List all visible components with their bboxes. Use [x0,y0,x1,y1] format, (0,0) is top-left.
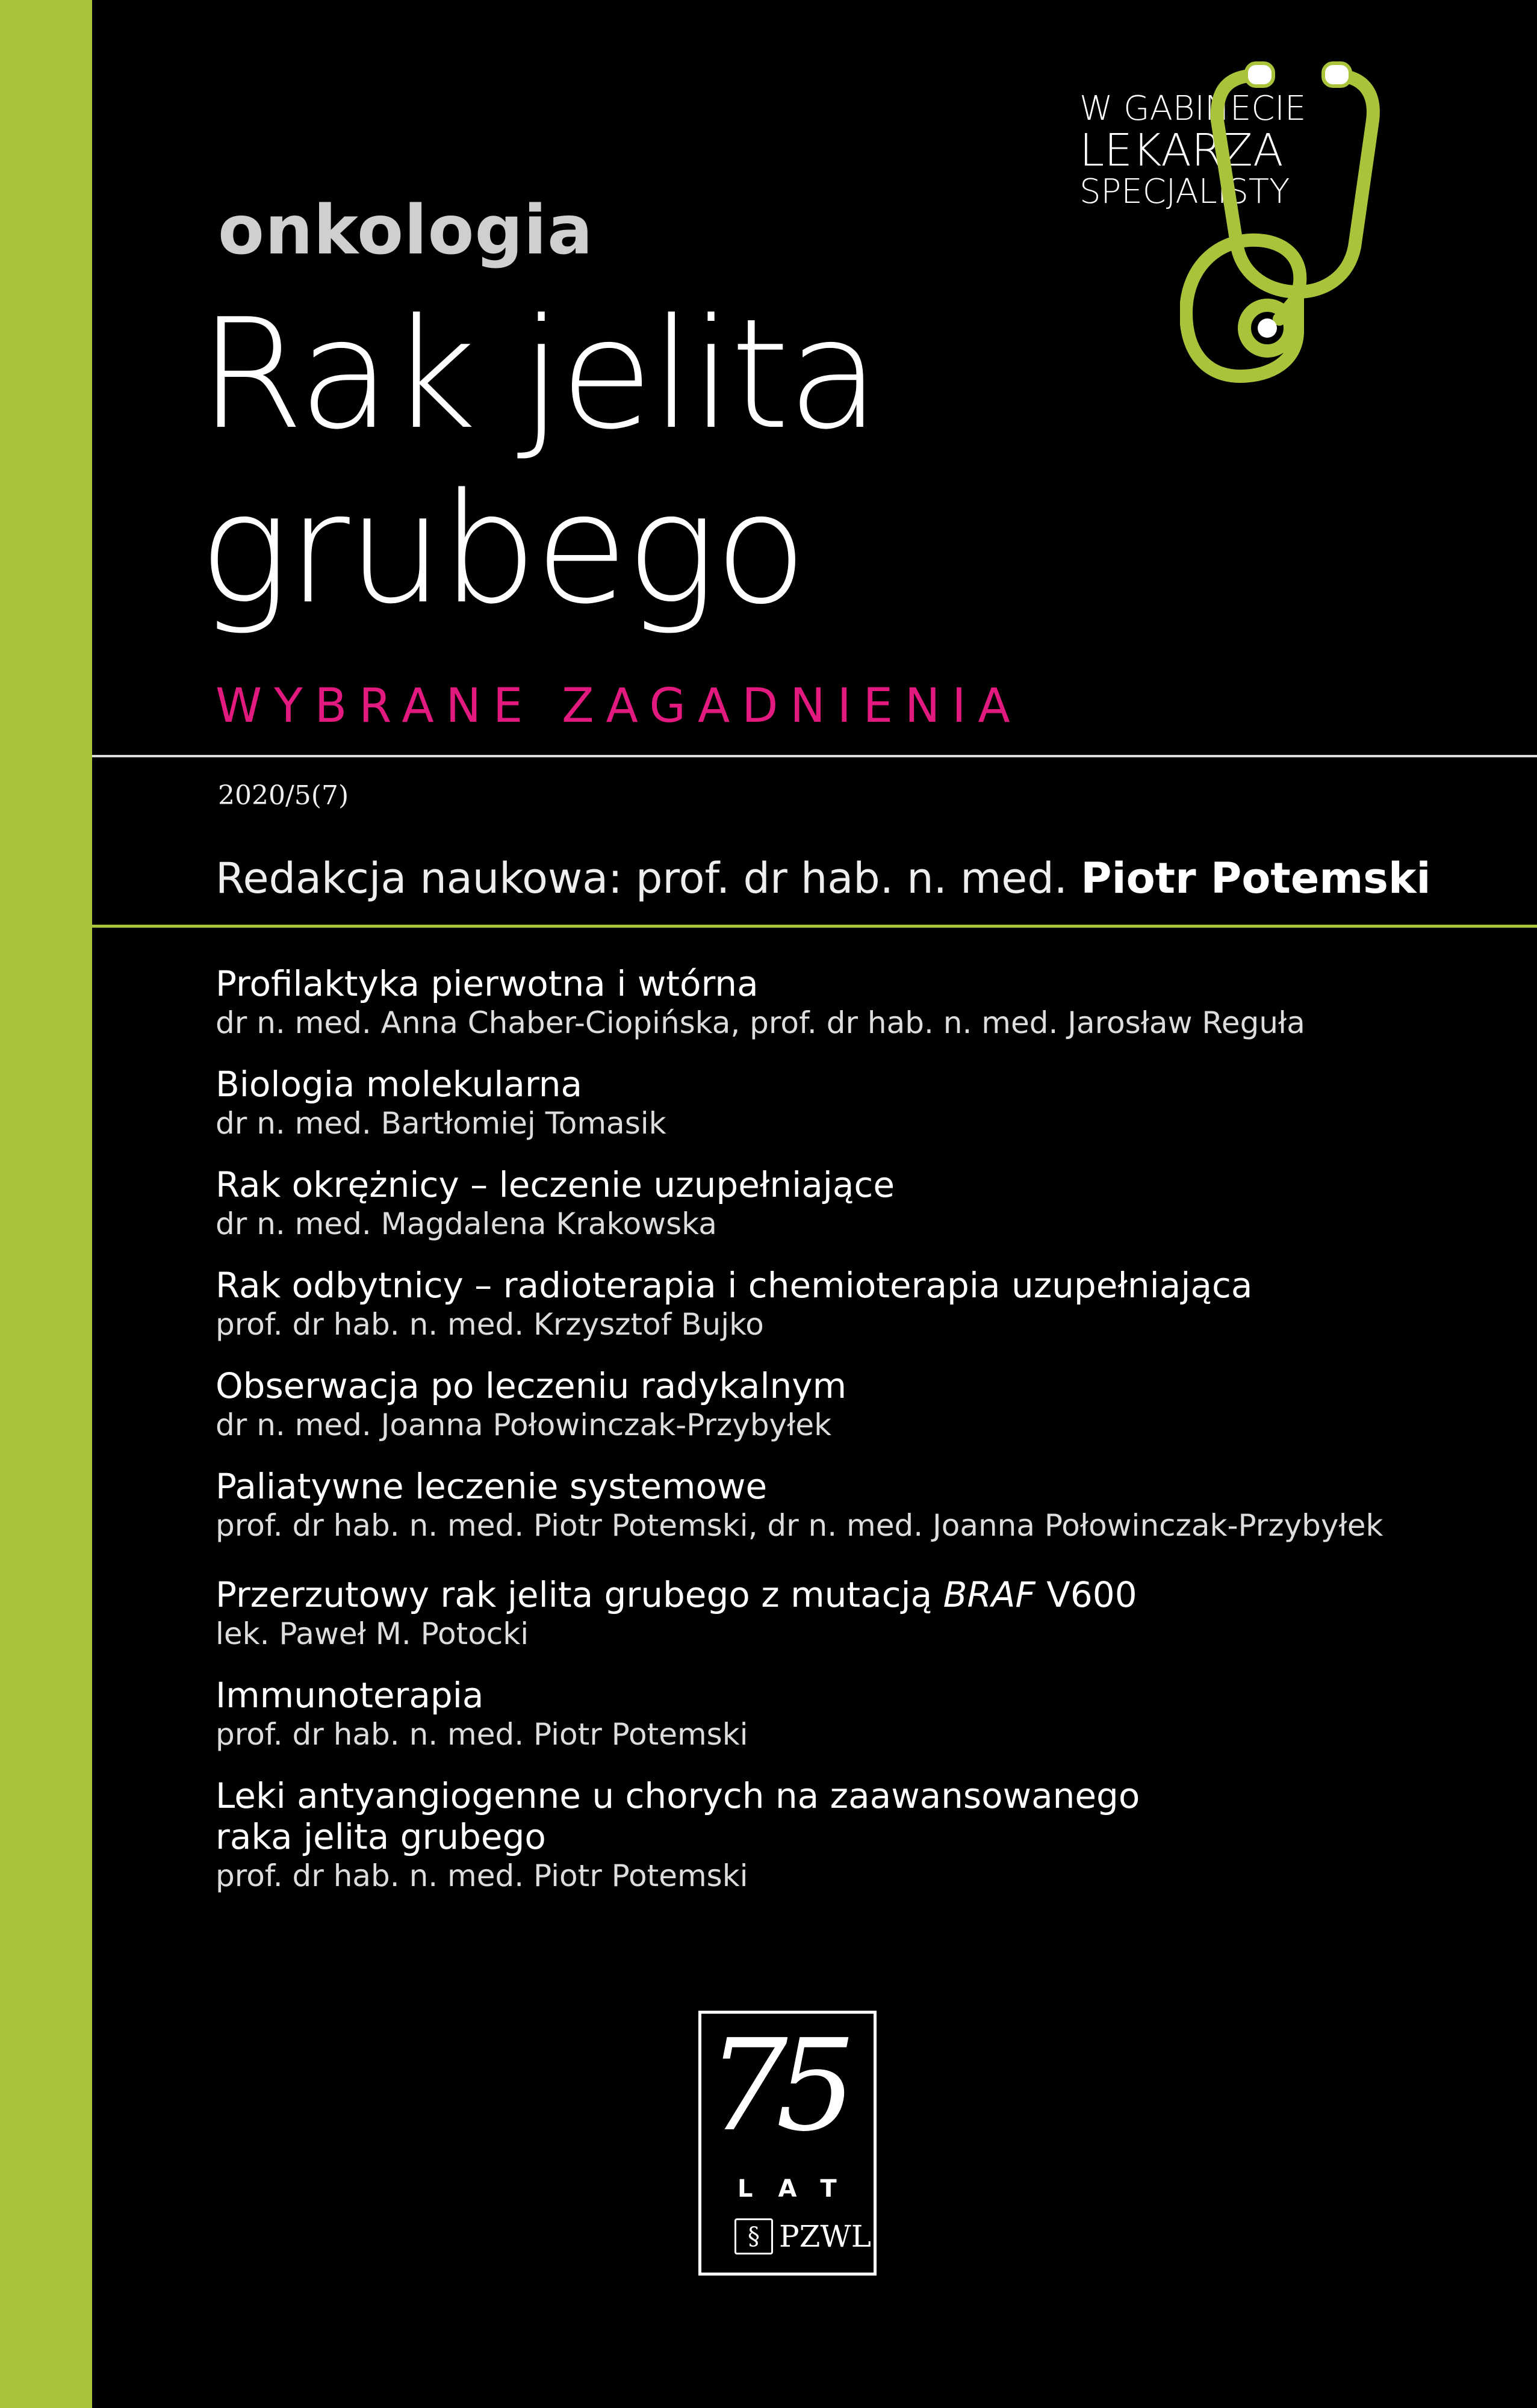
stethoscope-icon [1180,48,1475,385]
toc-title: Biologia molekularna [216,1064,583,1105]
toc-entry [216,1265,1480,1343]
gene-name: BRAF [943,1574,1036,1615]
toc-title: Immunoterapia [216,1675,484,1716]
anniversary-number: 75 [707,2012,845,2159]
toc-authors: dr n. med. Anna Chaber-Ciopińska, prof. dr hab. n. med. Jarosław Reguła [216,1005,1305,1040]
pzwl-snake-icon: § [734,2218,773,2254]
editor-name: Piotr Potemski [1081,854,1431,903]
subject-label: onkologia [218,191,594,270]
title-line-1: Rak jelita [199,287,878,463]
publisher-name: PZWL [779,2219,871,2254]
series-line-3: SPECJALISTY [1079,172,1290,211]
toc-title-part: V600 [1035,1574,1137,1615]
toc-entry [216,1466,1480,1544]
series-line-1: W GABINECIE [1079,89,1306,128]
toc-entry [216,1675,1480,1753]
series-line-2: LEKARZA [1079,125,1284,176]
toc-title: Rak okrężnicy – leczenie uzupełniające [216,1164,895,1205]
toc-authors: dr n. med. Magdalena Krakowska [216,1206,717,1241]
toc-title: Rak odbytnicy – radioterapia i chemioterapia uzupełniająca [216,1265,1253,1306]
toc-title: Leki antyangiogenne u chorych na zaawansowanego [216,1775,1140,1816]
toc-title: Paliatywne leczenie systemowe [216,1466,768,1507]
toc-title-part: Przerzutowy rak jelita grubego z mutacją [216,1574,943,1615]
divider-white [92,755,1537,757]
publisher [734,2218,871,2254]
toc-title [216,1574,1480,1615]
toc-authors: prof. dr hab. n. med. Piotr Potemski [216,1717,748,1752]
title-line-2: grubego [199,461,805,638]
table-of-contents [216,963,1480,1917]
toc-title: Obserwacja po leczeniu radykalnym [216,1365,847,1406]
toc-authors: lek. Paweł M. Potocki [216,1616,529,1651]
toc-entry [216,1775,1480,1894]
toc-title-continued: raka jelita grubego [216,1816,546,1857]
toc-authors: prof. dr hab. n. med. Piotr Potemski, dr n. med. Joanna Połowinczak-Przybyłek [216,1508,1383,1543]
toc-authors: dr n. med. Bartłomiej Tomasik [216,1106,666,1141]
scientific-editor [216,854,1431,903]
anniversary-lat: LAT [737,2175,862,2203]
editor-label: Redakcja naukowa: prof. dr hab. n. med. [216,854,1068,903]
toc-authors: dr n. med. Joanna Połowinczak-Przybyłek [216,1407,832,1442]
subtitle: WYBRANE ZAGADNIENIA [216,679,1022,733]
toc-entry [216,963,1480,1041]
green-side-stripe [0,0,92,2408]
toc-entry [216,1365,1480,1444]
publisher-anniversary-logo [698,2011,877,2276]
toc-entry [216,1064,1480,1142]
book-title [199,288,878,637]
toc-authors: prof. dr hab. n. med. Krzysztof Bujko [216,1307,764,1342]
toc-authors: prof. dr hab. n. med. Piotr Potemski [216,1858,748,1893]
toc-title: Profilaktyka pierwotna i wtórna [216,963,759,1004]
toc-entry [216,1574,1480,1652]
issue-number: 2020/5(7) [218,780,349,811]
divider-green [92,925,1537,928]
toc-entry [216,1164,1480,1243]
